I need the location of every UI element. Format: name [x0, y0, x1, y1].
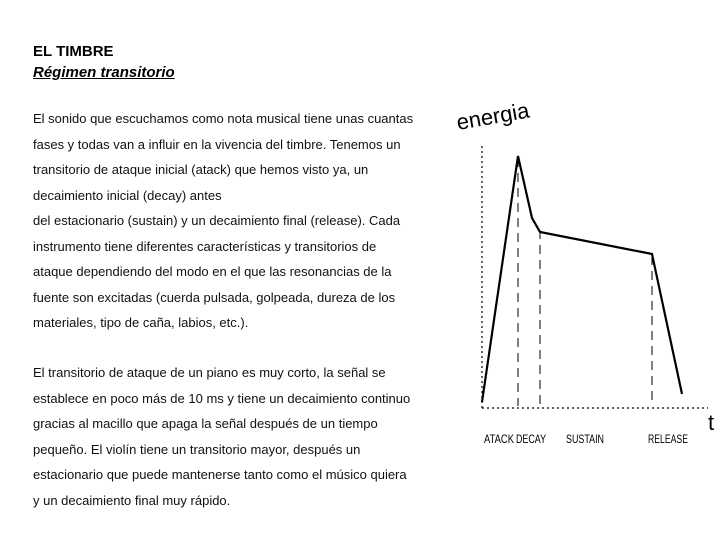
page-title: EL TIMBRE	[33, 43, 114, 60]
paragraph-envelope-phases	[33, 106, 439, 336]
text-line: instrumento tiene diferentes características y transitorios de	[33, 238, 377, 254]
text-line: decaimiento inicial (decay) antes	[33, 187, 222, 203]
text-line: ataque dependiendo del modo en el que las resonancias de la	[33, 264, 392, 279]
decay-label: DECAY	[516, 432, 546, 446]
text-line: fases y todas van a influir en la vivencia del timbre. Tenemos un	[33, 136, 401, 152]
y-axis-label: energia	[454, 97, 532, 135]
paragraph-piano-violin	[33, 360, 439, 513]
text-line: materiales, tipo de caña, labios, etc.).	[33, 315, 249, 330]
text-line: del estacionario (sustain) y un decaimiento final (release). Cada	[33, 213, 401, 228]
attack-label: ATACK	[484, 432, 514, 446]
release-label: RELEASE	[648, 432, 688, 446]
text-line: establece en poco más de 10 ms y tiene un decaimiento continuo	[33, 390, 411, 406]
text-line: pequeño. El violín tiene un transitorio mayor, después un	[33, 441, 361, 457]
text-line: transitorio de ataque inicial (atack) que hemos visto ya, un	[33, 162, 369, 177]
text-line: gracias al macillo que apaga la señal después de un tiempo	[33, 416, 378, 431]
text-line: El transitorio de ataque de un piano es muy corto, la señal se	[33, 365, 386, 380]
text-line: fuente son excitadas (cuerda pulsada, golpeada, dureza de los	[33, 289, 396, 305]
text-line: El sonido que escuchamos como nota musical tiene unas cuantas	[33, 111, 414, 126]
x-axis-label: t	[708, 410, 715, 435]
heading	[33, 41, 175, 83]
text-line: y un decaimiento final muy rápido.	[33, 492, 231, 508]
text-line: estacionario que puede mantenerse tanto como el músico quiera	[33, 467, 407, 482]
page-subtitle: Régimen transitorio	[33, 64, 175, 81]
sustain-label: SUSTAIN	[566, 432, 604, 446]
adsr-envelope-diagram	[450, 96, 718, 476]
